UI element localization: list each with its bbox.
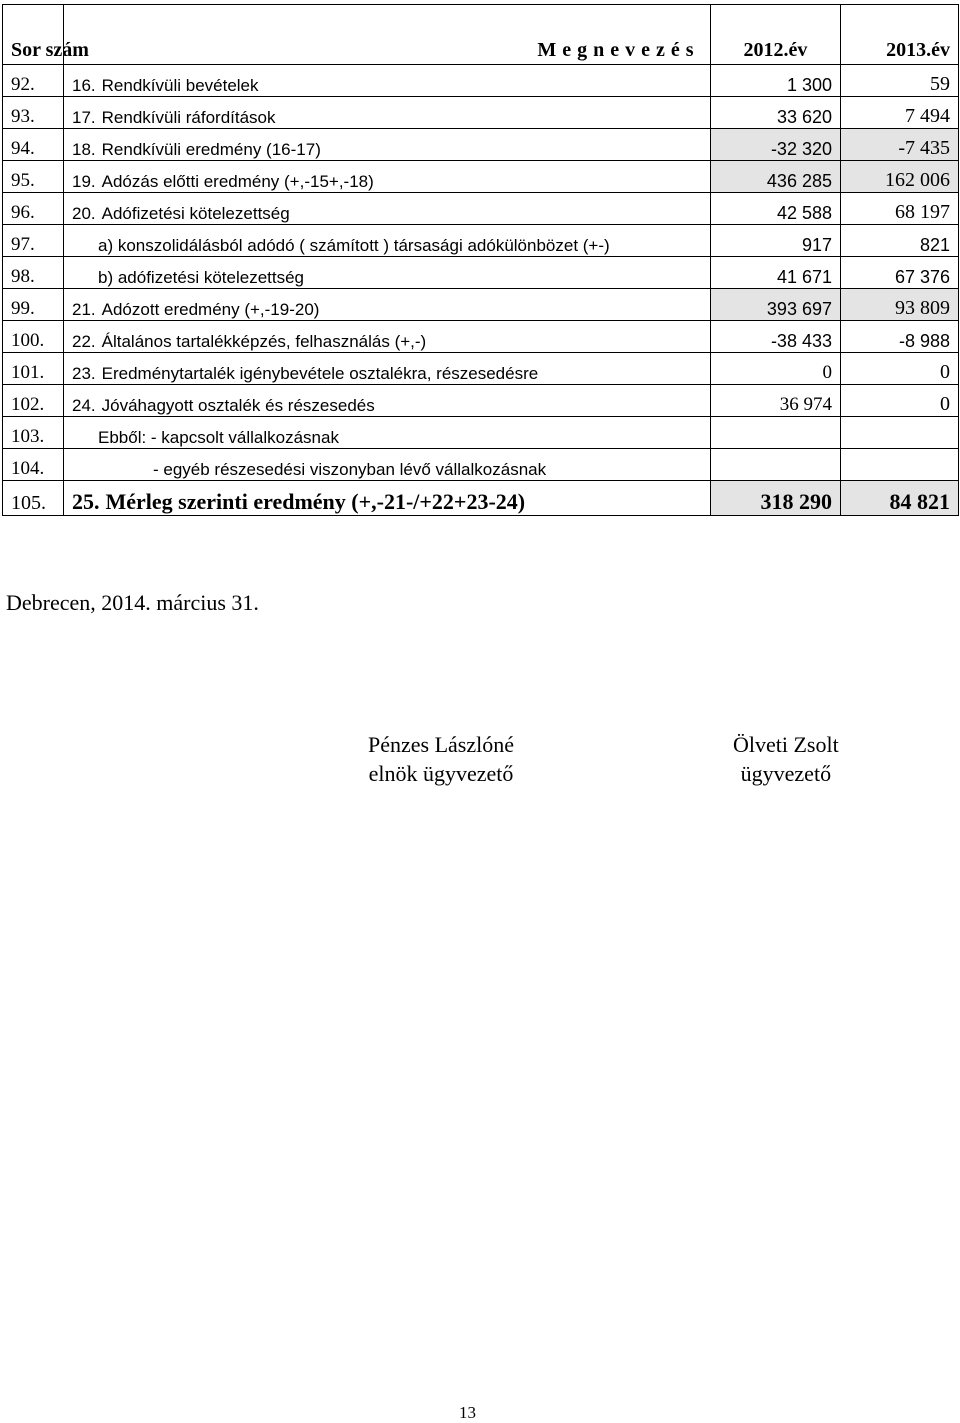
table-row: [3, 193, 959, 225]
signatory-title: elnök ügyvezető: [368, 761, 514, 786]
value-2012: 42 588: [711, 193, 841, 225]
item-code: 18.: [72, 140, 96, 159]
table-row: [3, 449, 959, 481]
value-2013: 0: [841, 353, 959, 385]
item-code: 24.: [72, 396, 96, 415]
row-number: 101.: [3, 353, 64, 385]
item-code: 17.: [72, 108, 96, 127]
item-label: - egyéb részesedési viszonyban lévő vállalkozásnak: [153, 460, 547, 479]
total-row: [3, 481, 959, 516]
value-2013: [841, 417, 959, 449]
value-2013: -7 435: [841, 129, 959, 161]
item-label: Mérleg szerinti eredmény (+,-21-/+22+23-24): [105, 489, 526, 514]
value-2012: 0: [711, 353, 841, 385]
row-number: 103.: [3, 417, 64, 449]
value-2013: 821: [841, 225, 959, 257]
row-number: 96.: [3, 193, 64, 225]
table-row: [3, 97, 959, 129]
row-number: 102.: [3, 385, 64, 417]
value-2013: 84 821: [841, 481, 959, 516]
item-label: Ebből: - kapcsolt vállalkozásnak: [98, 428, 339, 447]
item-code: 16.: [72, 76, 96, 95]
row-number: 100.: [3, 321, 64, 353]
row-number: 105.: [3, 481, 64, 516]
header-year-2013: 2013.év: [841, 5, 959, 65]
item-code: 25.: [72, 489, 100, 514]
item-label: Adózás előtti eredmény (+,-15+,-18): [101, 172, 374, 191]
value-2012: [711, 417, 841, 449]
signature-block-1: [368, 730, 514, 788]
item-label: Eredménytartalék igénybevétele osztalékra, részesedésre: [101, 364, 539, 383]
row-number: 94.: [3, 129, 64, 161]
signatory-name: Pénzes Lászlóné: [368, 732, 514, 757]
place-and-date: Debrecen, 2014. március 31.: [6, 590, 259, 615]
value-2013: -8 988: [841, 321, 959, 353]
item-code: 20.: [72, 204, 96, 223]
row-number: 92.: [3, 65, 64, 97]
value-2012: [711, 449, 841, 481]
table-row: [3, 65, 959, 97]
table-header-row: [3, 5, 959, 65]
value-2013: 0: [841, 385, 959, 417]
value-2013: 59: [841, 65, 959, 97]
table-row: [3, 257, 959, 289]
value-2012: 33 620: [711, 97, 841, 129]
header-year-2012: 2012.év: [711, 5, 841, 65]
page-number: 13: [459, 1403, 476, 1422]
table-row: [3, 321, 959, 353]
value-2013: 7 494: [841, 97, 959, 129]
table-row: [3, 289, 959, 321]
item-code: 22.: [72, 332, 96, 351]
value-2012: 318 290: [711, 481, 841, 516]
item-code: 21.: [72, 300, 96, 319]
table-row: [3, 161, 959, 193]
item-code: 23.: [72, 364, 96, 383]
row-number: 95.: [3, 161, 64, 193]
item-label: Általános tartalékképzés, felhasználás (+,-): [101, 332, 427, 351]
table-row: [3, 417, 959, 449]
table-row: [3, 385, 959, 417]
item-label: Rendkívüli bevételek: [101, 76, 259, 95]
item-code: 19.: [72, 172, 96, 191]
row-number: 98.: [3, 257, 64, 289]
row-number: 99.: [3, 289, 64, 321]
item-label: b) adófizetési kötelezettség: [98, 268, 305, 287]
value-2012: 917: [711, 225, 841, 257]
value-2012: -38 433: [711, 321, 841, 353]
value-2012: -32 320: [711, 129, 841, 161]
value-2013: 162 006: [841, 161, 959, 193]
row-number: 104.: [3, 449, 64, 481]
table-row: [3, 225, 959, 257]
value-2012: 436 285: [711, 161, 841, 193]
value-2013: [841, 449, 959, 481]
item-label: a) konszolidálásból adódó ( számított ) társasági adókülönbözet (+-): [98, 236, 610, 255]
item-label: Adófizetési kötelezettség: [101, 204, 290, 223]
value-2013: 93 809: [841, 289, 959, 321]
value-2012: 393 697: [711, 289, 841, 321]
value-2013: 68 197: [841, 193, 959, 225]
table-row: [3, 353, 959, 385]
item-label: Adózott eredmény (+,-19-20): [101, 300, 320, 319]
value-2012: 1 300: [711, 65, 841, 97]
table-row: [3, 129, 959, 161]
signatory-title: ügyvezető: [740, 761, 832, 786]
item-label: Jóváhagyott osztalék és részesedés: [101, 396, 375, 415]
value-2012: 41 671: [711, 257, 841, 289]
value-2012: 36 974: [711, 385, 841, 417]
row-number: 93.: [3, 97, 64, 129]
item-label: Rendkívüli eredmény (16-17): [101, 140, 321, 159]
income-statement-table: [2, 4, 959, 516]
signatory-name: Ölveti Zsolt: [733, 732, 839, 757]
signature-block-2: [733, 730, 839, 788]
row-number: 97.: [3, 225, 64, 257]
header-name: M e g n e v e z é s: [64, 5, 711, 65]
header-row-number: Sor szám: [3, 5, 64, 65]
item-label: Rendkívüli ráfordítások: [101, 108, 276, 127]
value-2013: 67 376: [841, 257, 959, 289]
